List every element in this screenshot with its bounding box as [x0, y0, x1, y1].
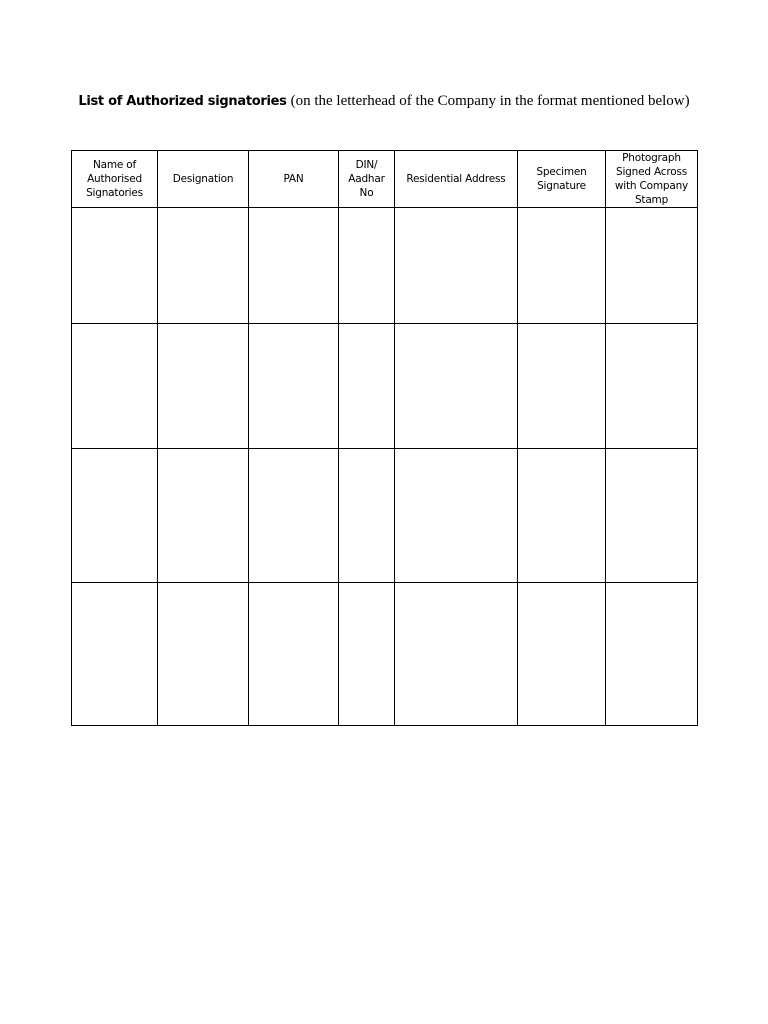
table-cell — [72, 324, 158, 449]
column-header-pan: PAN — [249, 151, 339, 208]
table-cell — [158, 324, 249, 449]
table-cell — [395, 208, 518, 324]
title-note: (on the letterhead of the Company in the format mentioned below) — [290, 93, 690, 109]
table-cell — [249, 583, 339, 726]
table-row — [72, 208, 698, 324]
table-header-row — [72, 151, 698, 208]
table-cell — [339, 583, 395, 726]
table-cell — [395, 583, 518, 726]
table-cell — [72, 449, 158, 583]
page-title — [0, 92, 768, 110]
column-header-designation: Designation — [158, 151, 249, 208]
column-header-residential-address: Residential Address — [395, 151, 518, 208]
table-cell — [606, 583, 698, 726]
signatories-table — [71, 150, 698, 726]
column-header-name: Name of Authorised Signatories — [72, 151, 158, 208]
table-cell — [158, 208, 249, 324]
table-cell — [518, 324, 606, 449]
table-cell — [606, 449, 698, 583]
table-cell — [339, 324, 395, 449]
table-cell — [395, 449, 518, 583]
table-row — [72, 449, 698, 583]
table-cell — [395, 324, 518, 449]
table-row — [72, 583, 698, 726]
table-cell — [249, 208, 339, 324]
table-cell — [606, 208, 698, 324]
table-row — [72, 324, 698, 449]
table-cell — [339, 449, 395, 583]
table-cell — [518, 583, 606, 726]
title-bold: List of Authorized signatories — [78, 94, 287, 109]
table-cell — [249, 449, 339, 583]
table-cell — [518, 449, 606, 583]
table-cell — [72, 208, 158, 324]
table-cell — [158, 583, 249, 726]
table-cell — [72, 583, 158, 726]
table-cell — [339, 208, 395, 324]
table-cell — [518, 208, 606, 324]
table-cell — [606, 324, 698, 449]
table-cell — [158, 449, 249, 583]
column-header-photograph: Photograph Signed Across with Company Stamp — [606, 151, 698, 208]
table-cell — [249, 324, 339, 449]
column-header-din-aadhar: DIN/ Aadhar No — [339, 151, 395, 208]
column-header-specimen-signature: Specimen Signature — [518, 151, 606, 208]
